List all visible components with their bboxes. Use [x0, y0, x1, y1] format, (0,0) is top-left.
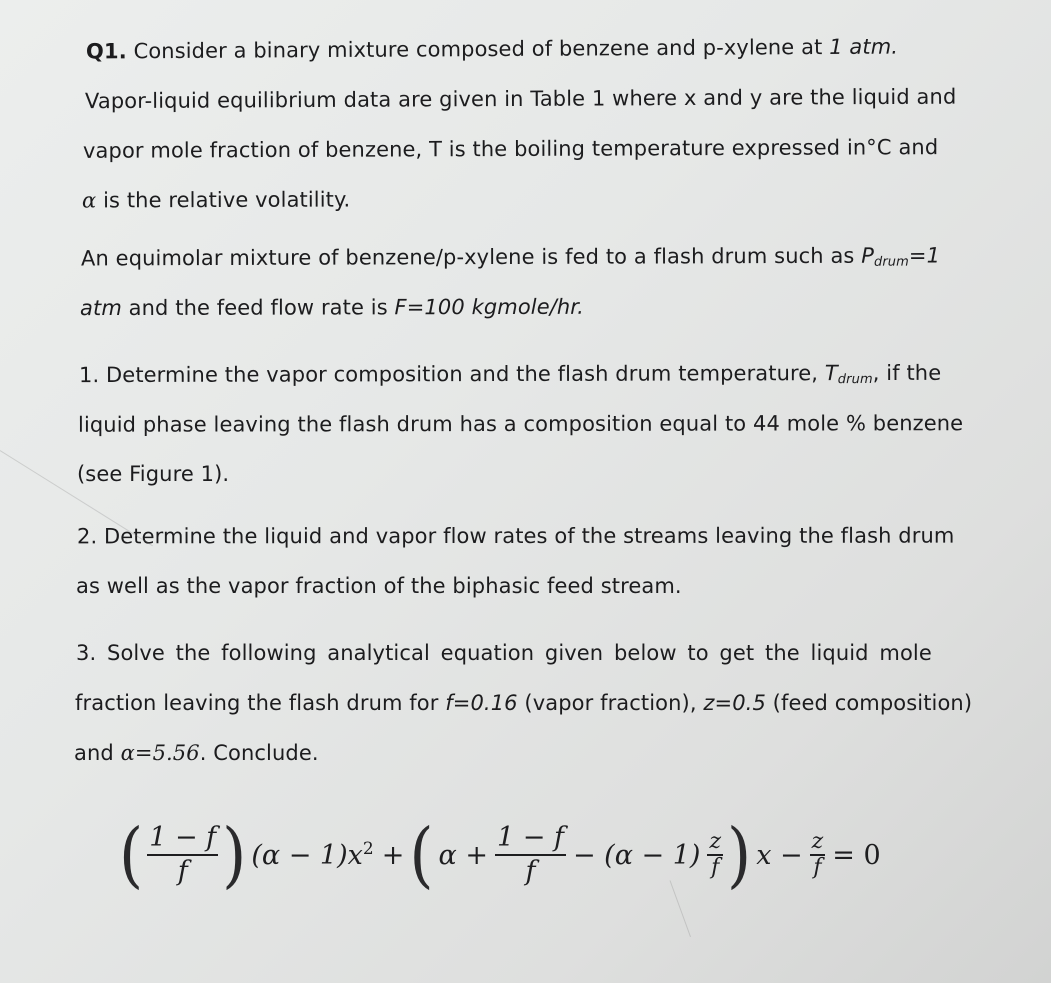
minus-alpha-term	[573, 840, 700, 871]
fraction-2-numerator: 1 − f	[496, 822, 564, 853]
linear-term-text: x −	[756, 839, 803, 871]
fraction-3-numerator: z	[709, 829, 722, 854]
intro-line-4	[0, 172, 1000, 225]
feed-composition-value: z=0.5	[703, 691, 766, 715]
task-2-line-1	[0, 511, 1000, 562]
quadratic-exponent: 2	[362, 839, 374, 859]
fraction-1-denominator: f	[177, 856, 188, 887]
atm-unit: atm	[79, 295, 122, 321]
pressure-value: 1 atm.	[829, 34, 899, 59]
feed-line-2	[0, 281, 1000, 334]
fraction-4	[810, 830, 826, 880]
task-1-line-1-tail: , if the	[872, 360, 942, 386]
fraction-1	[147, 822, 218, 888]
task-1-line-3	[0, 449, 1000, 499]
task-3-line-2-head: fraction leaving the flash drum for	[75, 691, 446, 715]
feed-flow-rate: F=100 kgmole/hr.	[394, 294, 584, 320]
alpha-plus	[439, 840, 488, 871]
task-1	[0, 349, 1000, 499]
fraction-3	[707, 830, 723, 880]
alpha-plus-text: α +	[438, 839, 488, 871]
intro-line-1	[0, 21, 1000, 77]
intro-line-2	[0, 71, 1000, 126]
minus-alpha-term-text: − (α − 1)	[572, 839, 701, 871]
right-paren-2: )	[727, 812, 752, 897]
task-2-line-2	[0, 561, 1000, 611]
fraction-3-denominator: f	[711, 855, 720, 880]
task-3-line-3-head: and	[74, 741, 121, 765]
task-3-line-2-mid: (vapor fraction),	[517, 691, 704, 715]
task-1-line-3-text: (see Figure 1).	[77, 462, 230, 486]
task-3-line-2	[0, 678, 1000, 728]
fraction-2-denominator: f	[525, 856, 536, 887]
pressure-drum-value: =1	[908, 243, 941, 268]
task-3-line-3	[0, 728, 1000, 778]
question-intro	[0, 24, 1000, 224]
intro-line-1-text: Consider a binary mixture composed of benzene and p-xylene at	[133, 34, 830, 64]
pressure-symbol: P	[861, 243, 875, 268]
temperature-symbol: T	[824, 361, 838, 386]
feed-line-2-text: and the feed flow rate is	[121, 295, 395, 320]
task-1-line-1-text: 1. Determine the vapor composition and the flash drum temperature,	[78, 361, 825, 388]
intro-line-3	[0, 122, 1000, 176]
linear-term	[756, 840, 802, 871]
flash-equation	[118, 795, 1018, 915]
left-paren-2: (	[409, 812, 434, 897]
equals-zero: = 0	[832, 839, 881, 871]
quadratic-term-text: (α − 1)x	[251, 840, 363, 871]
intro-line-4-text: is the relative volatility.	[96, 187, 351, 213]
task-2-line-1-text: 2. Determine the liquid and vapor flow rates of the streams leaving the flash drum	[76, 523, 955, 549]
task-2-line-2-text: as well as the vapor fraction of the biphasic feed stream.	[76, 574, 682, 598]
left-paren-1: (	[119, 812, 144, 897]
task-3-line-1-text: 3. Solve the following analytical equation given below to get the liquid mole	[76, 641, 932, 665]
pressure-subscript: drum	[873, 254, 909, 270]
feed-paragraph	[0, 232, 1000, 332]
task-3	[0, 628, 1000, 778]
intro-line-2-text: Vapor-liquid equilibrium data are given in Table 1 where x and y are the liquid and	[84, 84, 957, 114]
right-paren-1: )	[222, 812, 247, 897]
task-2	[0, 511, 1000, 611]
quadratic-term	[251, 839, 373, 871]
task-1-line-1	[0, 348, 1000, 401]
vapor-fraction-value: f=0.16	[445, 691, 518, 715]
alpha-value: α=5.56	[120, 741, 200, 765]
fraction-2	[495, 822, 566, 888]
feed-line-1-text: An equimolar mixture of benzene/p-xylene is fed to a flash drum such as	[80, 243, 862, 271]
plus-sign: +	[381, 839, 405, 871]
question-number: Q1.	[85, 39, 127, 64]
equation-row	[118, 795, 1018, 915]
feed-line-1	[0, 230, 1000, 283]
task-1-line-2	[0, 398, 1000, 450]
intro-line-3-text: vapor mole fraction of benzene, T is the boiling temperature expressed in°C and	[82, 135, 939, 163]
task-3-line-2-tail: (feed composition)	[765, 691, 973, 715]
task-3-line-1	[0, 628, 1000, 678]
fraction-4-numerator: z	[811, 829, 824, 854]
fraction-1-numerator: 1 − f	[149, 822, 217, 853]
temperature-subscript: drum	[837, 372, 873, 388]
alpha-symbol: α	[81, 188, 97, 213]
fraction-4-denominator: f	[813, 855, 822, 880]
task-1-line-2-text: liquid phase leaving the flash drum has a composition equal to 44 mole % benzene	[77, 411, 964, 437]
task-3-line-3-tail: . Conclude.	[199, 741, 319, 765]
